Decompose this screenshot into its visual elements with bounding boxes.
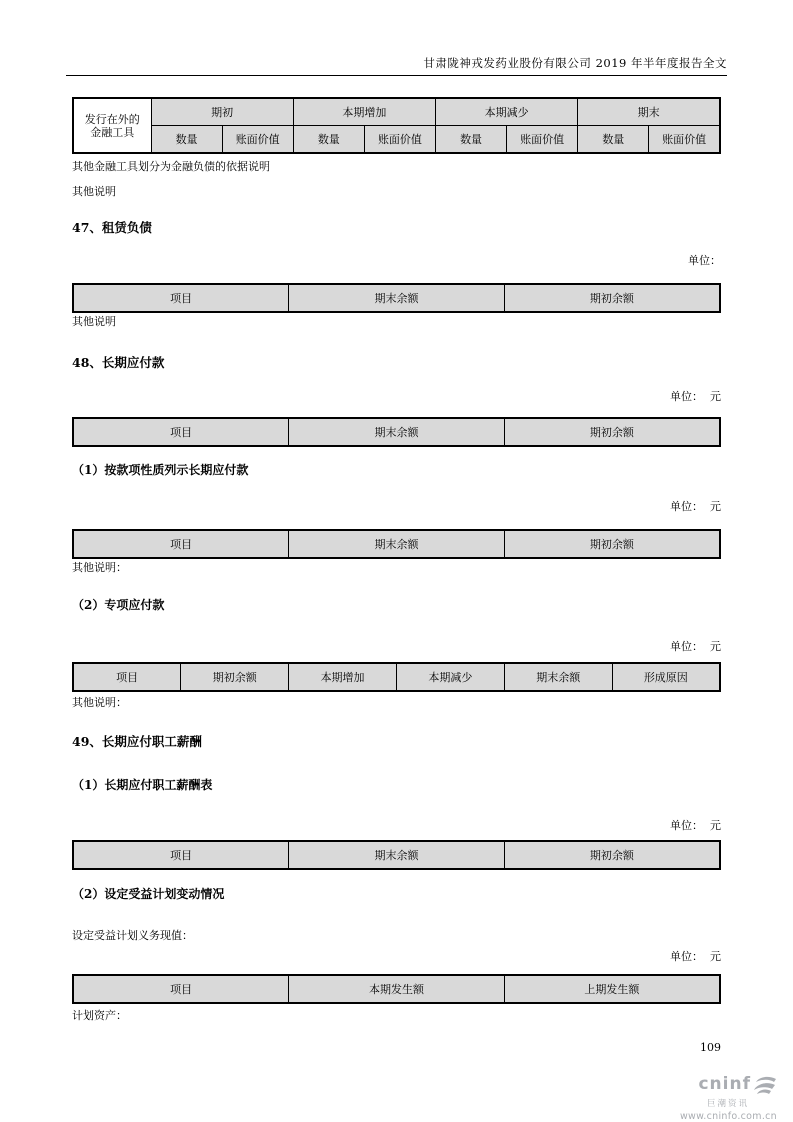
payables-by-nature-table xyxy=(72,529,721,559)
col-increase: 本期增加 xyxy=(289,663,397,691)
subheader-book-value: 账面价值 xyxy=(649,126,720,154)
col-ending-balance: 期末余额 xyxy=(504,663,612,691)
subheader-book-value: 账面价值 xyxy=(507,126,578,154)
section-48-2-heading: （2）专项应付款 xyxy=(72,598,165,612)
section-48-unit-label: 单位： 元 xyxy=(670,390,721,403)
col-group-ending: 期末 xyxy=(578,98,720,126)
subheader-quantity: 数量 xyxy=(293,126,364,154)
defined-benefit-intro: 设定受益计划义务现值： xyxy=(72,929,193,942)
page-header-title: 甘肃陇神戎发药业股份有限公司 2019 年半年度报告全文 xyxy=(423,56,727,70)
section-48-1-note: 其他说明： xyxy=(72,561,127,574)
subheader-book-value: 账面价值 xyxy=(222,126,293,154)
cninfo-company-name: 巨潮资讯 xyxy=(706,1099,749,1109)
col-item: 项目 xyxy=(73,975,289,1003)
special-payables-table xyxy=(72,662,721,692)
financial-instruments-table xyxy=(72,97,721,154)
section-49-heading: 49、长期应付职工薪酬 xyxy=(72,734,202,749)
col-current-amount: 本期发生额 xyxy=(289,975,505,1003)
fin-table-basis-note: 其他金融工具划分为金融负债的依据说明 xyxy=(72,160,270,173)
subheader-book-value: 账面价值 xyxy=(364,126,435,154)
col-ending-balance: 期末余额 xyxy=(289,418,505,446)
col-decrease: 本期减少 xyxy=(396,663,504,691)
section-48-1-heading: （1）按款项性质列示长期应付款 xyxy=(72,463,249,477)
col-opening-balance: 期初余额 xyxy=(504,418,720,446)
plan-assets-note: 计划资产： xyxy=(72,1009,127,1022)
header-rule xyxy=(66,75,727,76)
col-item: 项目 xyxy=(73,663,181,691)
col-prior-amount: 上期发生额 xyxy=(504,975,720,1003)
section-49-2-unit-label: 单位： 元 xyxy=(670,950,721,963)
col-opening-balance: 期初余额 xyxy=(504,841,720,869)
cninfo-url: www.cninfo.com.cn xyxy=(679,1110,777,1122)
col-ending-balance: 期末余额 xyxy=(289,284,505,312)
col-group-increase: 本期增加 xyxy=(293,98,435,126)
col-item: 项目 xyxy=(73,841,289,869)
page-number: 109 xyxy=(700,1041,721,1054)
section-47-note: 其他说明 xyxy=(72,315,116,328)
subheader-quantity: 数量 xyxy=(436,126,507,154)
col-opening-balance: 期初余额 xyxy=(181,663,289,691)
corner-cell: 发行在外的金融工具 xyxy=(73,98,151,153)
section-47-heading: 47、租赁负债 xyxy=(72,220,152,235)
col-item: 项目 xyxy=(73,418,289,446)
subheader-quantity: 数量 xyxy=(151,126,222,154)
col-opening-balance: 期初余额 xyxy=(504,284,720,312)
long-term-payables-table xyxy=(72,417,721,447)
section-48-1-unit-label: 单位： 元 xyxy=(670,500,721,513)
section-48-2-note: 其他说明： xyxy=(72,696,127,709)
section-49-2-heading: （2）设定受益计划变动情况 xyxy=(72,887,225,901)
section-47-unit-label: 单位： xyxy=(688,254,721,267)
col-ending-balance: 期末余额 xyxy=(289,530,505,558)
col-item: 项目 xyxy=(73,530,289,558)
long-term-employee-pay-table xyxy=(72,840,721,870)
defined-benefit-table xyxy=(72,974,721,1004)
col-item: 项目 xyxy=(73,284,289,312)
col-reason: 形成原因 xyxy=(612,663,720,691)
cninfo-swirl-icon xyxy=(753,1076,777,1099)
fin-table-other-note: 其他说明 xyxy=(72,185,116,198)
lease-liabilities-table xyxy=(72,283,721,313)
col-opening-balance: 期初余额 xyxy=(504,530,720,558)
cninfo-logo xyxy=(680,1076,777,1121)
section-48-heading: 48、长期应付款 xyxy=(72,355,165,370)
col-ending-balance: 期末余额 xyxy=(289,841,505,869)
subheader-quantity: 数量 xyxy=(578,126,649,154)
cninfo-brand-text: cninf xyxy=(698,1074,751,1094)
col-group-decrease: 本期减少 xyxy=(436,98,578,126)
section-49-1-heading: （1）长期应付职工薪酬表 xyxy=(72,778,213,792)
section-49-1-unit-label: 单位： 元 xyxy=(670,819,721,832)
section-48-2-unit-label: 单位： 元 xyxy=(670,640,721,653)
col-group-opening: 期初 xyxy=(151,98,293,126)
